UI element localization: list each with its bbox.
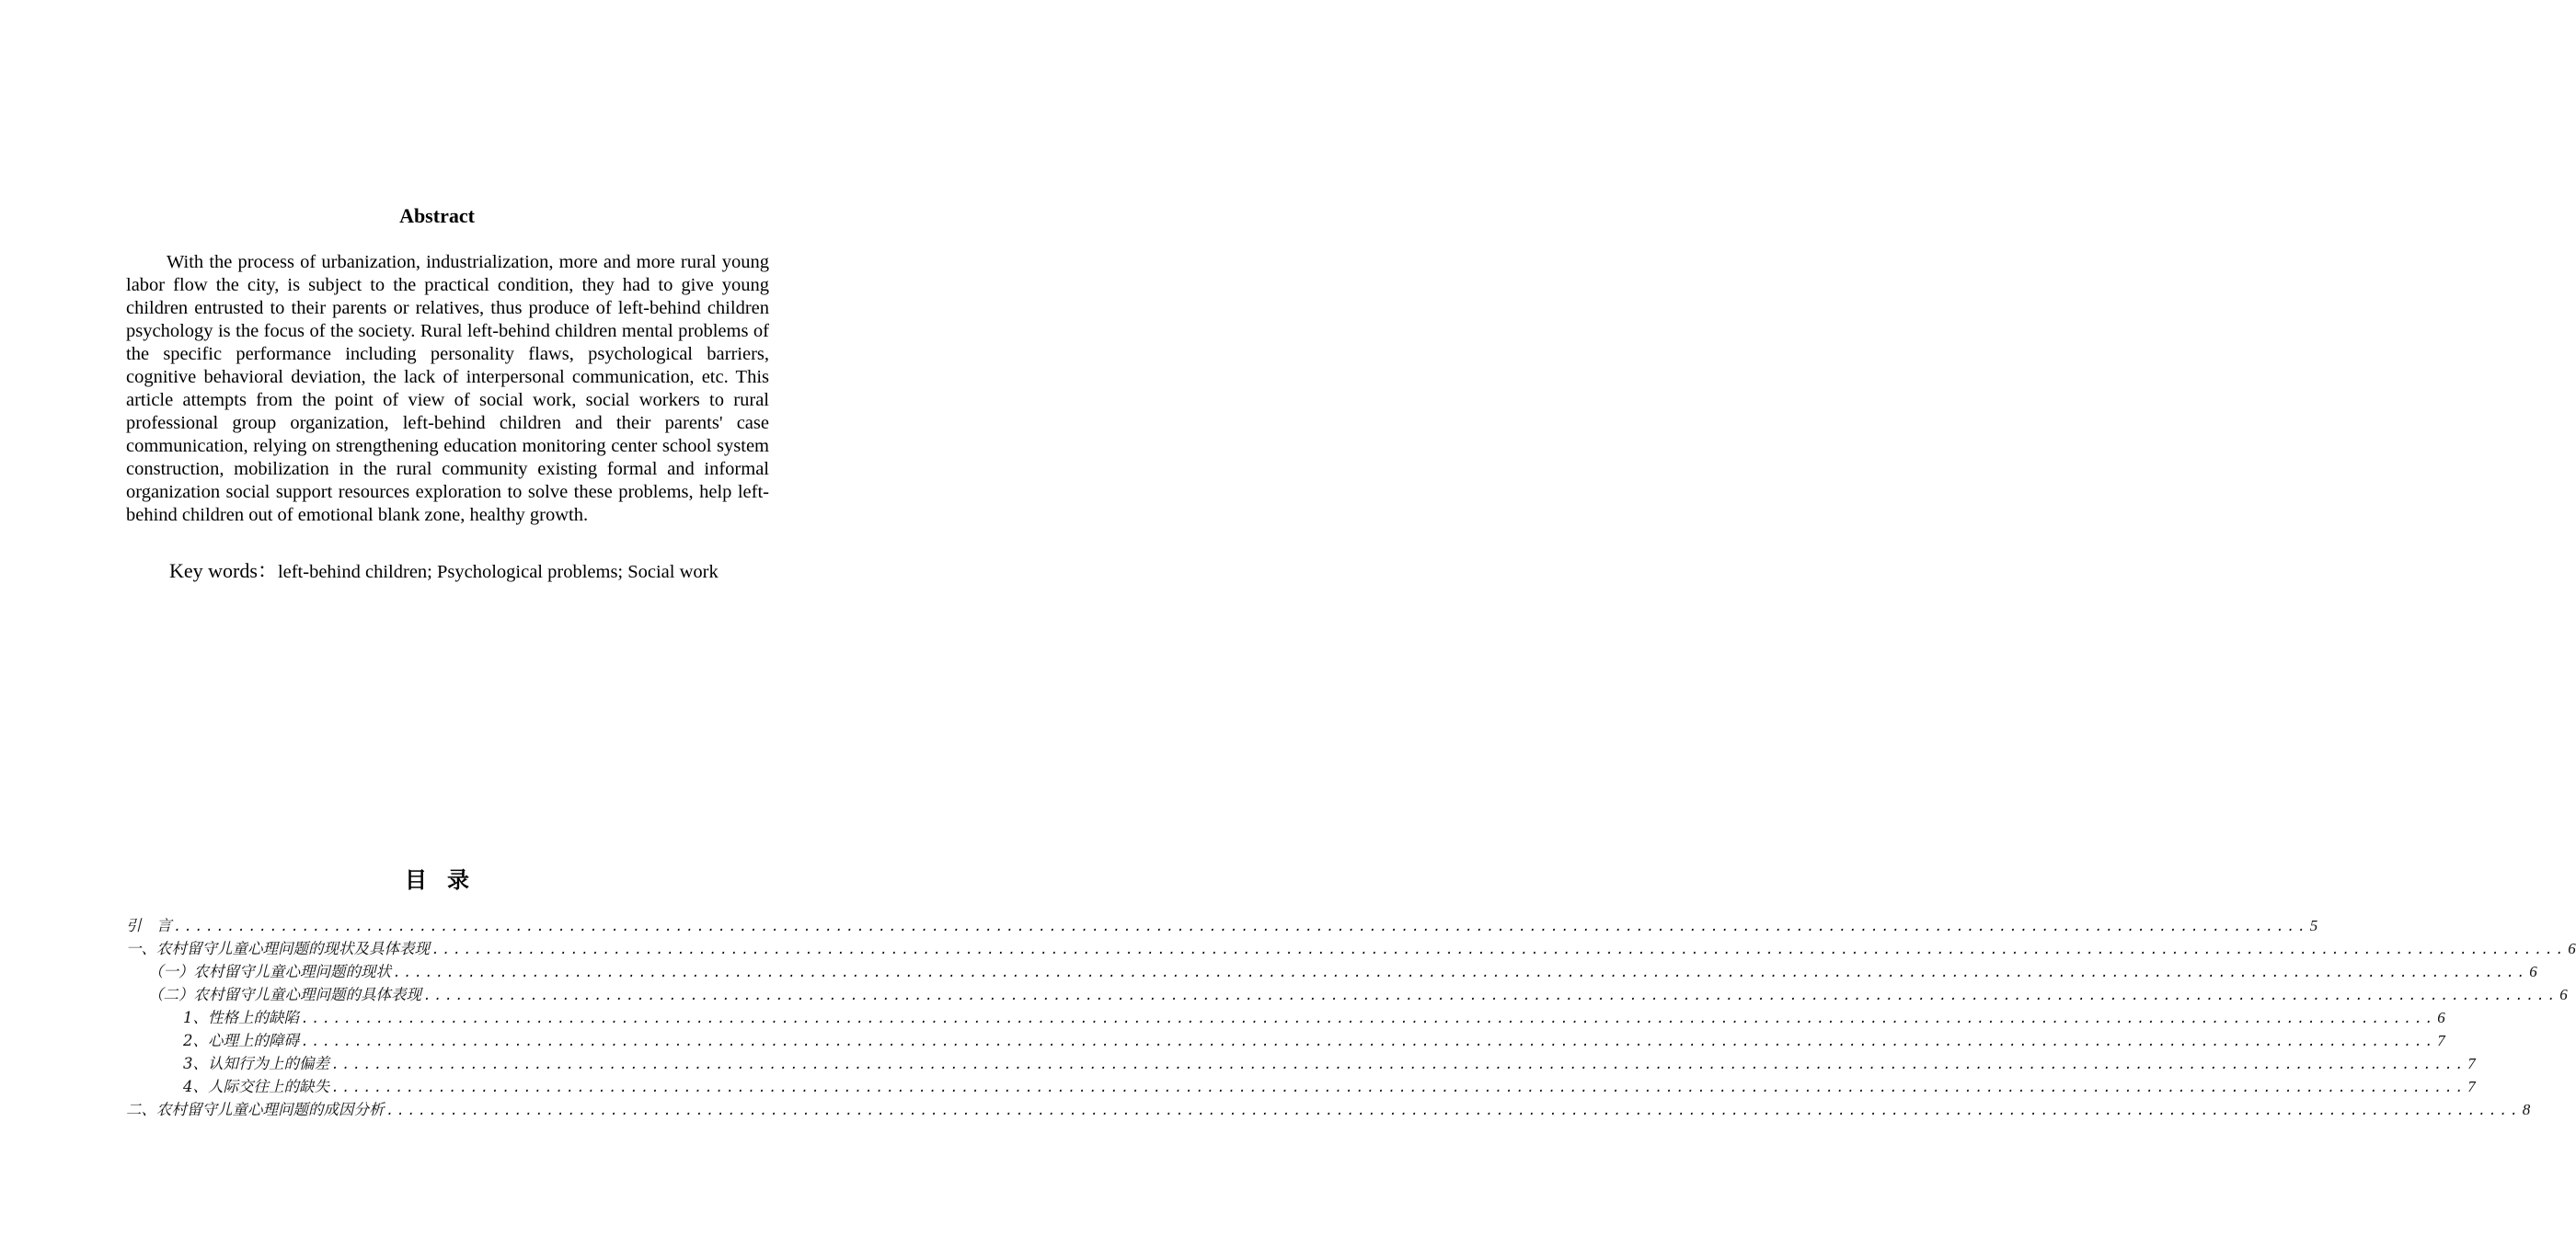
toc-entry-page: 7 (2467, 1055, 2476, 1072)
abstract-body: With the process of urbanization, industrialization, more and more rural young labor flow the city, is subject to the practical condition, they had to give young children entrusted to their parents or relatives, thus produce of left-behind children psychology is the focus of the society. Rural left-behind children mental problems of the specific performance including personality flaws, psychological barriers, cognitive behavioral deviation, the lack of interpersonal communication, etc. This article attempts from the point of view of social work, social workers to rural professional group organization, left-behind children and their parents' case communication, relying on strengthening education monitoring center school system construction, mobilization in the rural community existing formal and informal organization social support resources exploration to solve these problems, help left-behind children out of emotional blank zone, healthy growth. (126, 252, 769, 525)
toc-entry[interactable] (126, 1098, 2531, 1121)
toc-entry-text: 一、农村留守儿童心理问题的现状及具体表现 (126, 940, 430, 957)
toc-entry-text: 2、心理上的障碍 (183, 1032, 299, 1049)
toc-entry[interactable] (126, 983, 2568, 1006)
toc-entry-text: 二、农村留守儿童心理问题的成因分析 (126, 1101, 385, 1118)
toc-entry[interactable] (126, 1006, 2445, 1029)
toc-leader-dots: ........................................................................................................................................................................................................ (173, 920, 2308, 935)
toc-entry-text: （二）农村留守儿童心理问题的具体表现 (148, 986, 421, 1003)
toc-entry-page: 6 (2529, 963, 2537, 980)
toc-leader-dots: ........................................................................................................................................................................................................ (423, 989, 2559, 1004)
table-of-contents (126, 914, 2576, 1121)
toc-entry-text: 4、人际交往上的缺失 (183, 1078, 329, 1095)
toc-entry[interactable] (126, 1075, 2476, 1098)
toc-entry-page: 6 (2559, 986, 2568, 1003)
toc-entry[interactable] (126, 1052, 2476, 1075)
toc-entry[interactable] (126, 937, 2576, 960)
toc-entry-page: 6 (2568, 940, 2576, 957)
toc-entry-page: 5 (2309, 917, 2318, 934)
toc-entry-page: 7 (2437, 1032, 2445, 1049)
toc-entry-page: 6 (2437, 1009, 2445, 1026)
toc-entry-text: 引 言 (126, 917, 172, 934)
toc-entry-text: 3、认知行为上的偏差 (183, 1055, 329, 1072)
toc-entry[interactable] (126, 1029, 2445, 1052)
toc-leader-dots: ........................................................................................................................................................................................................ (385, 1104, 2521, 1119)
toc-leader-dots: ........................................................................................................................................................................................................ (301, 1012, 2436, 1027)
keywords-label: Key words： (169, 559, 278, 582)
toc-entry-page: 8 (2522, 1101, 2531, 1118)
abstract-title: Abstract (399, 204, 475, 227)
keywords-text: left-behind children; Psychological problems; Social work (277, 562, 719, 582)
toc-entry-text: 1、性格上的缺陷 (183, 1009, 299, 1026)
keywords-line (169, 559, 776, 584)
toc-leader-dots: ........................................................................................................................................................................................................ (431, 943, 2567, 958)
toc-leader-dots: ........................................................................................................................................................................................................ (331, 1081, 2467, 1096)
toc-leader-dots: ........................................................................................................................................................................................................ (331, 1058, 2467, 1073)
toc-title: 目录 (405, 867, 489, 893)
toc-entry[interactable] (126, 960, 2537, 983)
toc-entry[interactable] (126, 914, 2318, 937)
toc-entry-page: 7 (2467, 1078, 2476, 1095)
toc-entry-text: （一）农村留守儿童心理问题的现状 (148, 963, 391, 980)
toc-leader-dots: ........................................................................................................................................................................................................ (301, 1035, 2436, 1050)
toc-leader-dots: ........................................................................................................................................................................................................ (393, 966, 2528, 981)
